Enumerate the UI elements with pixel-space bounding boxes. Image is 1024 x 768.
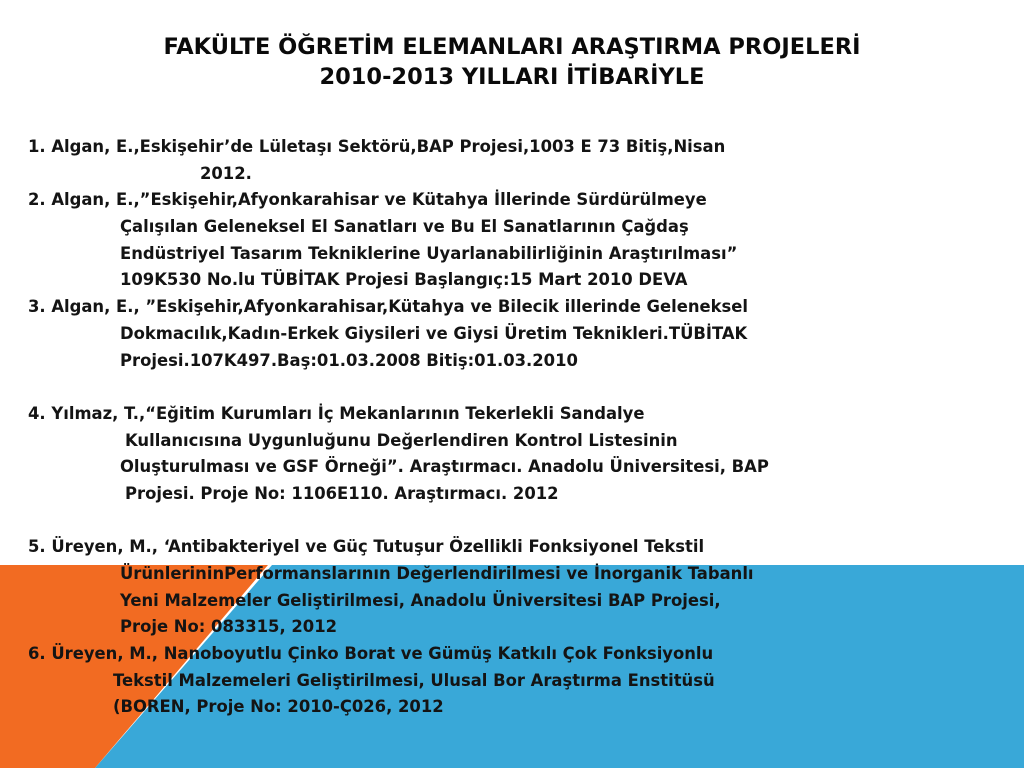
list-item — [28, 294, 1013, 374]
list-item-line: 5. Üreyen, M., ‘Antibakteriyel ve Güç Tutuşur Özellikli Fonksiyonel Tekstil — [28, 537, 705, 557]
spacer — [28, 508, 1013, 535]
list-item-line: Çalışılan Geleneksel El Sanatları ve Bu El Sanatlarının Çağdaş — [120, 217, 689, 237]
list-item-line: Proje No: 083315, 2012 — [120, 617, 338, 637]
spacer — [28, 374, 1013, 401]
list-item-line: Kullanıcısına Uygunluğunu Değerlendiren Kontrol Listesinin — [125, 430, 678, 450]
list-item-line: Oluşturulması ve GSF Örneği”. Araştırmacı. Anadolu Üniversitesi, BAP — [120, 457, 769, 477]
project-list — [28, 134, 1013, 721]
list-item-line: Dokmacılık,Kadın-Erkek Giysileri ve Giysi Üretim Teknikleri.TÜBİTAK — [120, 323, 748, 343]
list-item-line: Tekstil Malzemeleri Geliştirilmesi, Ulusal Bor Araştırma Enstitüsü — [113, 670, 715, 690]
list-item-line: (BOREN, Proje No: 2010-Ç026, 2012 — [113, 697, 444, 717]
list-item — [28, 401, 1013, 508]
list-item-line: 1. Algan, E.,Eskişehir’de Lületaşı Sektörü,BAP Projesi,1003 E 73 Bitiş,Nisan — [28, 137, 726, 156]
list-item-line: 6. Üreyen, M., Nanoboyutlu Çinko Borat ve Gümüş Katkılı Çok Fonksiyonlu — [28, 644, 714, 664]
list-item-line: Projesi.107K497.Baş:01.03.2008 Bitiş:01.03.2010 — [120, 350, 578, 370]
list-item-line: Projesi. Proje No: 1106E110. Araştırmacı. 2012 — [125, 483, 559, 503]
list-item-line: 3. Algan, E., ”Eskişehir,Afyonkarahisar,Kütahya ve Bilecik illerinde Geleneksel — [28, 297, 749, 317]
list-item-line: 2. Algan, E.,”Eskişehir,Afyonkarahisar ve Kütahya İllerinde Sürdürülmeye — [28, 190, 707, 210]
list-item — [28, 134, 1013, 187]
list-item-line: 109K530 No.lu TÜBİTAK Projesi Başlangıç:15 Mart 2010 DEVA — [120, 270, 688, 290]
slide-title — [0, 32, 1024, 92]
list-item — [28, 534, 1013, 641]
list-item-line: ÜrünlerininPerformanslarının Değerlendirilmesi ve İnorganik Tabanlı — [120, 564, 754, 583]
list-item-line: Endüstriyel Tasarım Tekniklerine Uyarlanabilirliğinin Araştırılması” — [120, 243, 738, 263]
title-line-2: 2010-2013 YILLARI İTİBARİYLE — [319, 64, 705, 90]
list-item — [28, 641, 1013, 721]
list-item-line: Yeni Malzemeler Geliştirilmesi, Anadolu Üniversitesi BAP Projesi, — [120, 590, 721, 610]
list-item-line: 4. Yılmaz, T.,“Eğitim Kurumları İç Mekanlarının Tekerlekli Sandalye — [28, 403, 645, 423]
list-item — [28, 187, 1013, 294]
list-item-line: 2012. — [200, 163, 252, 183]
title-line-1: FAKÜLTE ÖĞRETİM ELEMANLARI ARAŞTIRMA PROJELERİ — [163, 34, 861, 60]
